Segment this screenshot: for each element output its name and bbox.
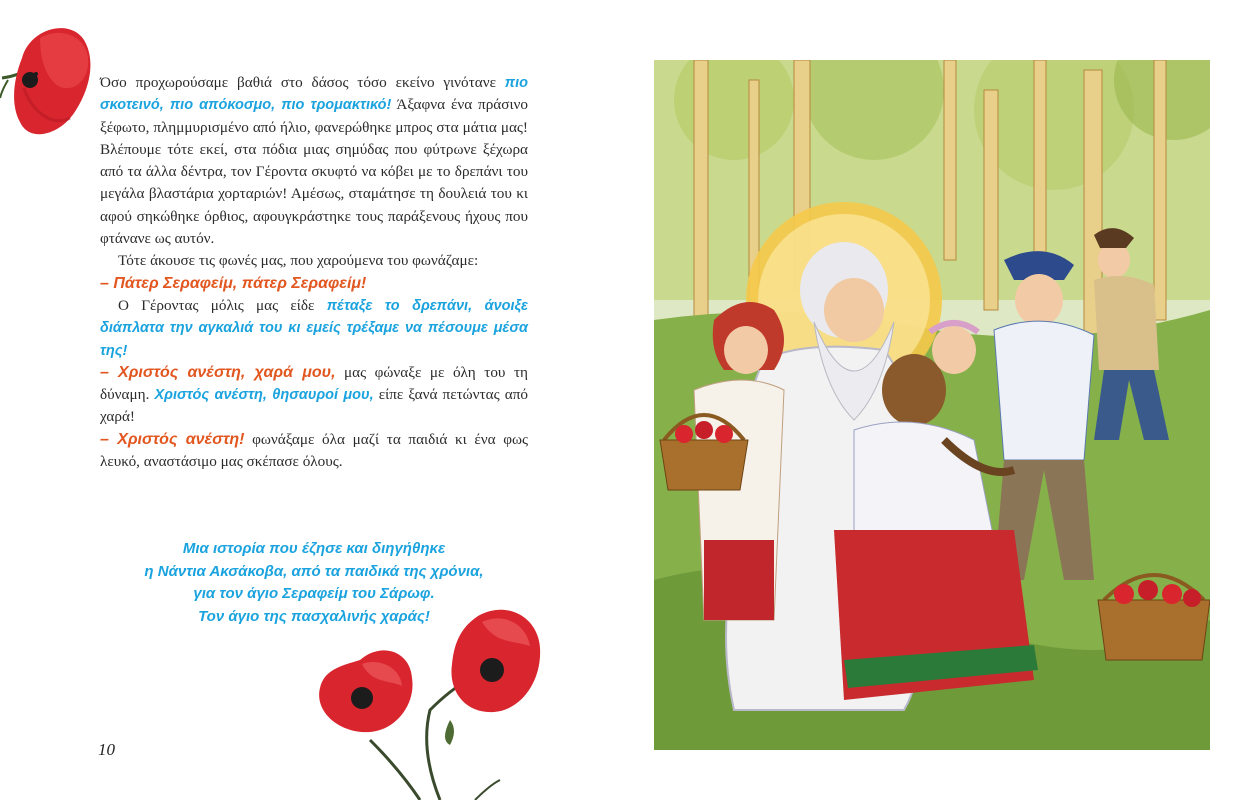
saint-seraphim-with-children-illustration-icon — [654, 60, 1210, 750]
highlight-phrase: Χριστός ανέστη, θησαυροί μου, — [154, 387, 374, 404]
left-page — [0, 0, 620, 800]
text-run: Άξαφνα ένα πράσινο ξέφωτο, πλημμυρισμένο από ήλιο, φανερώθηκε μπρος στα μάτια μας! Βλέπουμε τότε εκεί, στα πόδια μιας σημύδας που φύτρωνε ξέχωρα από τα άλλα δέντρα, τον Γέροντα σκυφτό να κόβει με το δρεπάνι του μεγάλα βλαστάρια χορταριών! Αμέσως, σταμάτησε τη δουλειά του κι αφού σηκώθηκε όρθιος, αφουγκράστηκε τους παράξενους ήχους που φτάνανε ως αυτόν. — [100, 96, 528, 248]
closing-line: Τον άγιο της πασχαλινής χαράς! — [198, 607, 430, 625]
paragraph — [100, 250, 528, 272]
poppy-flowers-icon — [300, 600, 570, 800]
paragraph — [100, 295, 528, 362]
highlight-exclamation: – Χριστός ανέστη, χαρά μου, — [100, 363, 336, 381]
paragraph — [100, 273, 528, 295]
paragraph — [100, 72, 528, 250]
story-text — [100, 72, 528, 473]
text-run: φωνάξαμε όλα μαζί τα παιδιά κι ένα φως λευκό, αναστάσιμο μας σκέπασε όλους. — [100, 430, 528, 471]
highlight-phrase: πιο σκοτεινό, πιο απόκοσμο, πιο τρομακτικό! — [100, 75, 528, 114]
closing-line: Μια ιστορία που έζησε και διηγήθηκε — [182, 540, 446, 557]
closing-line: η Νάντια Ακσάκοβα, από τα παιδικά της χρόνια, — [144, 562, 484, 580]
page-number: 10 — [98, 740, 115, 759]
text-run: Ο Γέροντας μόλις μας είδε — [118, 296, 327, 314]
poppy-flower-icon — [0, 18, 100, 148]
text-run: μας φώναξε με όλη του τη δύναμη. — [100, 363, 529, 404]
highlight-phrase: πέταξε το δρεπάνι, άνοιξε διάπλατα την αγκαλιά του κι εμείς τρέξαμε να πέσουμε μέσα της! — [100, 297, 528, 359]
saint-seraphim-illustration — [654, 60, 1210, 750]
closing-line: για τον άγιο Σεραφείμ του Σάρωφ. — [193, 585, 435, 602]
highlight-exclamation: – Χριστός ανέστη! — [100, 430, 245, 448]
text-run: είπε ξανά πετώντας από χαρά! — [100, 386, 528, 426]
text-run: Όσο προχωρούσαμε βαθιά στο δάσος τόσο εκείνο γινότανε — [100, 74, 505, 91]
paragraph — [100, 362, 528, 429]
text-run: Τότε άκουσε τις φωνές μας, που χαρούμενα του φωνάζαμε: — [118, 252, 479, 270]
highlight-exclamation: – Πάτερ Σεραφείμ, πάτερ Σεραφείμ! — [100, 274, 367, 292]
paragraph — [100, 429, 528, 474]
